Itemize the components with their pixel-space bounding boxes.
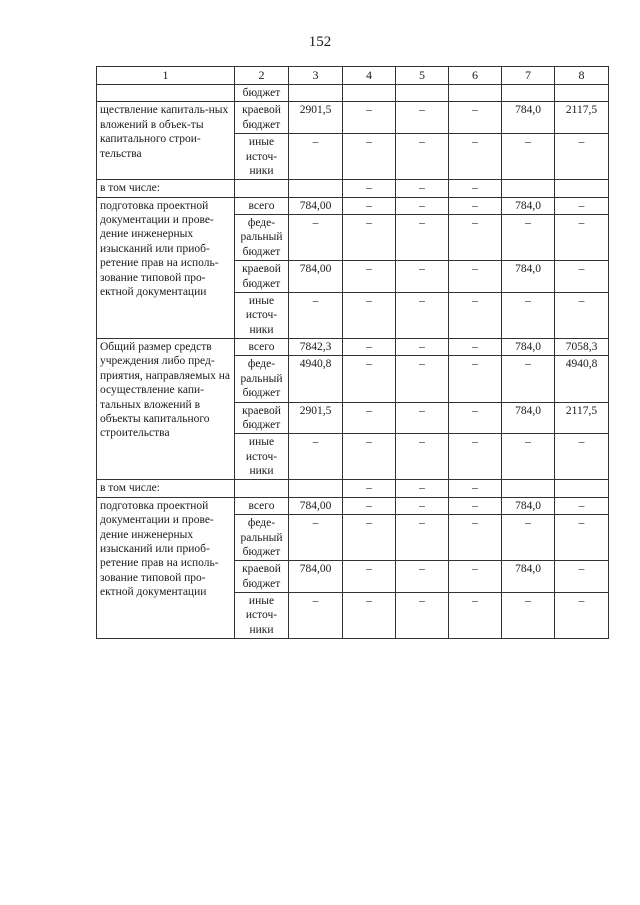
- value-cell: –: [289, 215, 343, 261]
- value-cell: –: [343, 480, 396, 497]
- value-cell: 784,0: [502, 561, 555, 593]
- value-cell: –: [343, 215, 396, 261]
- value-cell: –: [449, 261, 502, 293]
- header-cell: 6: [449, 67, 502, 85]
- table-row: [97, 197, 609, 214]
- value-cell: [343, 85, 396, 102]
- value-cell: –: [449, 480, 502, 497]
- value-cell: –: [289, 292, 343, 338]
- value-cell: [289, 85, 343, 102]
- value-cell: –: [396, 480, 449, 497]
- source-cell: бюджет: [235, 85, 289, 102]
- description-cell: подготовка проектной документации и прове-дение инженерных изысканий или приоб-ретение прав на исполь-зование типовой про-ектной документации: [97, 497, 235, 638]
- value-cell: –: [343, 134, 396, 180]
- value-cell: –: [449, 215, 502, 261]
- value-cell: –: [502, 434, 555, 480]
- value-cell: –: [289, 515, 343, 561]
- value-cell: –: [343, 593, 396, 639]
- value-cell: –: [343, 197, 396, 214]
- value-cell: [555, 480, 609, 497]
- header-cell: 7: [502, 67, 555, 85]
- value-cell: –: [396, 434, 449, 480]
- source-cell: феде-ральный бюджет: [235, 215, 289, 261]
- value-cell: 2117,5: [555, 102, 609, 134]
- value-cell: –: [502, 215, 555, 261]
- value-cell: –: [289, 593, 343, 639]
- header-cell: 1: [97, 67, 235, 85]
- value-cell: –: [449, 402, 502, 434]
- value-cell: –: [555, 261, 609, 293]
- value-cell: –: [343, 292, 396, 338]
- value-cell: –: [555, 197, 609, 214]
- value-cell: 4940,8: [555, 356, 609, 402]
- header-cell: 3: [289, 67, 343, 85]
- value-cell: 784,0: [502, 261, 555, 293]
- source-cell: краевой бюджет: [235, 402, 289, 434]
- value-cell: –: [396, 339, 449, 356]
- value-cell: –: [555, 215, 609, 261]
- header-row: [97, 67, 609, 85]
- value-cell: –: [449, 134, 502, 180]
- value-cell: [449, 85, 502, 102]
- source-cell: краевой бюджет: [235, 102, 289, 134]
- value-cell: –: [555, 134, 609, 180]
- value-cell: 784,0: [502, 197, 555, 214]
- page-number: 152: [308, 34, 332, 50]
- value-cell: –: [502, 356, 555, 402]
- source-cell: краевой бюджет: [235, 261, 289, 293]
- header-cell: 5: [396, 67, 449, 85]
- description-cell: ществление капиталь-ных вложений в объек-ты капитального строи-тельства: [97, 102, 235, 180]
- description-cell: подготовка проектной документации и прове-дение инженерных изысканий или приоб-ретение прав на исполь-зование типовой про-ектной документации: [97, 197, 235, 338]
- value-cell: 784,0: [502, 402, 555, 434]
- value-cell: –: [449, 197, 502, 214]
- value-cell: –: [396, 402, 449, 434]
- table-row: [97, 480, 609, 497]
- value-cell: –: [396, 292, 449, 338]
- value-cell: –: [449, 434, 502, 480]
- value-cell: –: [449, 497, 502, 514]
- value-cell: –: [396, 561, 449, 593]
- description-cell: [97, 85, 235, 102]
- value-cell: –: [343, 339, 396, 356]
- value-cell: –: [449, 561, 502, 593]
- table-row: [97, 339, 609, 356]
- value-cell: –: [555, 434, 609, 480]
- source-cell: иные источ-ники: [235, 134, 289, 180]
- value-cell: –: [396, 134, 449, 180]
- source-cell: всего: [235, 497, 289, 514]
- description-cell: в том числе:: [97, 180, 235, 197]
- value-cell: –: [343, 561, 396, 593]
- value-cell: –: [449, 180, 502, 197]
- table-row: [97, 180, 609, 197]
- source-cell: иные источ-ники: [235, 434, 289, 480]
- value-cell: 2901,5: [289, 402, 343, 434]
- description-cell: в том числе:: [97, 480, 235, 497]
- header-cell: 4: [343, 67, 396, 85]
- source-cell: всего: [235, 197, 289, 214]
- value-cell: –: [502, 292, 555, 338]
- value-cell: –: [396, 197, 449, 214]
- table-row: [97, 102, 609, 134]
- value-cell: 7842,3: [289, 339, 343, 356]
- value-cell: [502, 180, 555, 197]
- source-cell: феде-ральный бюджет: [235, 515, 289, 561]
- value-cell: –: [502, 593, 555, 639]
- value-cell: –: [343, 515, 396, 561]
- value-cell: –: [396, 356, 449, 402]
- value-cell: –: [396, 102, 449, 134]
- value-cell: –: [449, 339, 502, 356]
- value-cell: –: [396, 180, 449, 197]
- value-cell: –: [343, 180, 396, 197]
- source-cell: краевой бюджет: [235, 561, 289, 593]
- value-cell: –: [449, 515, 502, 561]
- value-cell: 784,00: [289, 261, 343, 293]
- value-cell: –: [449, 102, 502, 134]
- table-row: [97, 85, 609, 102]
- value-cell: –: [289, 434, 343, 480]
- value-cell: 784,0: [502, 102, 555, 134]
- value-cell: –: [396, 593, 449, 639]
- value-cell: [396, 85, 449, 102]
- value-cell: 784,00: [289, 561, 343, 593]
- value-cell: [502, 480, 555, 497]
- budget-table: [96, 66, 609, 639]
- source-cell: иные источ-ники: [235, 593, 289, 639]
- value-cell: –: [396, 215, 449, 261]
- value-cell: 4940,8: [289, 356, 343, 402]
- value-cell: 784,0: [502, 339, 555, 356]
- value-cell: –: [449, 292, 502, 338]
- source-cell: [235, 480, 289, 497]
- value-cell: 784,00: [289, 197, 343, 214]
- header-cell: 2: [235, 67, 289, 85]
- value-cell: –: [555, 515, 609, 561]
- value-cell: 7058,3: [555, 339, 609, 356]
- value-cell: 784,0: [502, 497, 555, 514]
- value-cell: –: [502, 515, 555, 561]
- value-cell: –: [343, 261, 396, 293]
- value-cell: –: [343, 102, 396, 134]
- value-cell: –: [396, 497, 449, 514]
- value-cell: –: [343, 402, 396, 434]
- value-cell: 2117,5: [555, 402, 609, 434]
- value-cell: –: [343, 497, 396, 514]
- value-cell: –: [555, 593, 609, 639]
- value-cell: –: [289, 134, 343, 180]
- value-cell: –: [449, 356, 502, 402]
- value-cell: –: [555, 561, 609, 593]
- value-cell: [555, 180, 609, 197]
- value-cell: 2901,5: [289, 102, 343, 134]
- value-cell: [502, 85, 555, 102]
- source-cell: иные источ-ники: [235, 292, 289, 338]
- value-cell: [555, 85, 609, 102]
- value-cell: –: [555, 292, 609, 338]
- value-cell: –: [502, 134, 555, 180]
- value-cell: –: [396, 261, 449, 293]
- source-cell: [235, 180, 289, 197]
- value-cell: [289, 180, 343, 197]
- source-cell: феде-ральный бюджет: [235, 356, 289, 402]
- header-cell: 8: [555, 67, 609, 85]
- value-cell: –: [555, 497, 609, 514]
- value-cell: 784,00: [289, 497, 343, 514]
- value-cell: –: [396, 515, 449, 561]
- source-cell: всего: [235, 339, 289, 356]
- table-row: [97, 497, 609, 514]
- value-cell: –: [343, 434, 396, 480]
- description-cell: Общий размер средств учреждения либо пред-приятия, направляемых на осуществление капи-тальных вложений в объекты капитального строительства: [97, 339, 235, 480]
- value-cell: [289, 480, 343, 497]
- value-cell: –: [343, 356, 396, 402]
- value-cell: –: [449, 593, 502, 639]
